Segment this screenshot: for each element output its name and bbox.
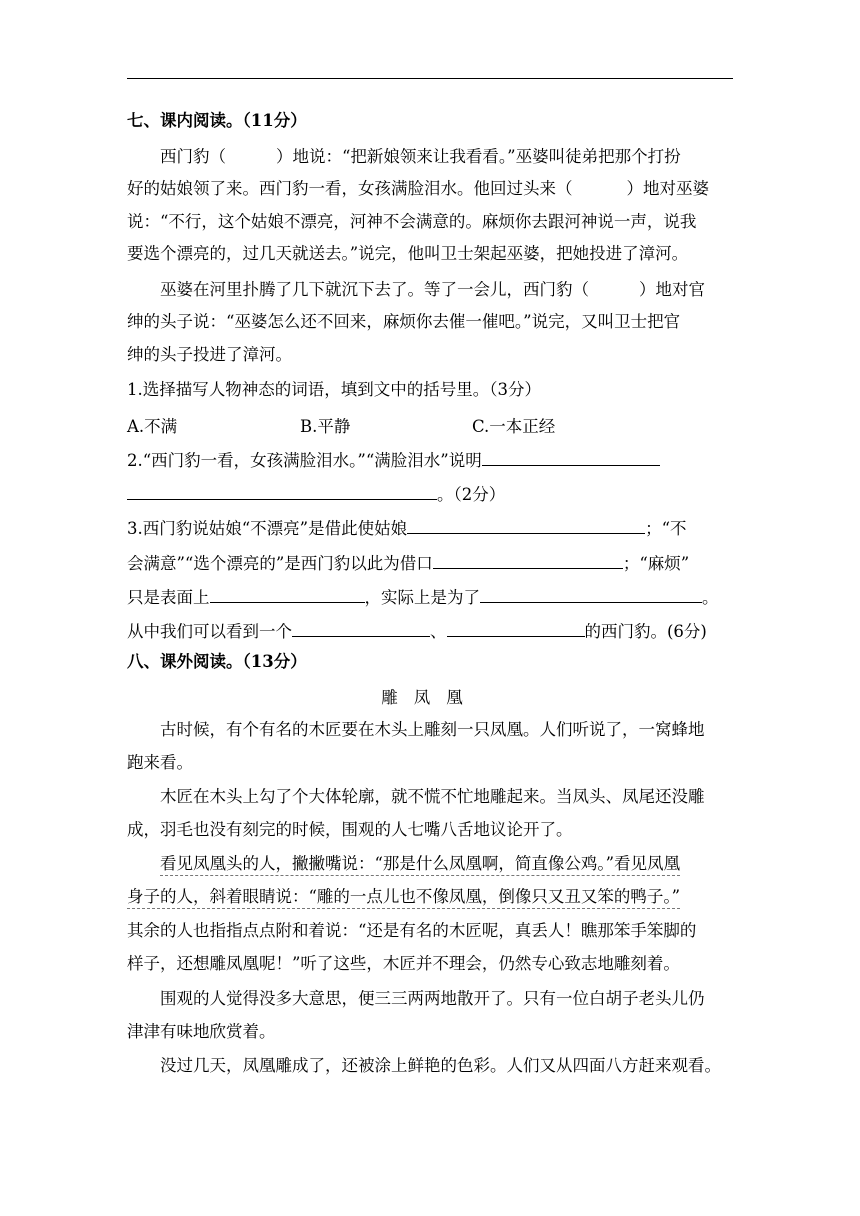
text-run: 好的姑娘领了来。西门豹一看，女孩满脸泪水。他回过头来（ — [127, 179, 573, 198]
passage-line: 绅的头子投进了漳河。 — [127, 345, 292, 364]
text-run: 只是表面上 — [127, 588, 210, 607]
story-line: 古时候，有个有名的木匠要在木头上雕刻一只凤凰。人们听说了，一窝蜂地 — [160, 720, 705, 739]
answer-blank[interactable] — [210, 585, 365, 603]
question-3 — [127, 516, 687, 538]
story-line: 看见凤凰头的人，撇撇嘴说：“那是什么凤凰啊，简直像公鸡。”看见凤凰 — [160, 853, 680, 876]
header-rule — [127, 78, 733, 79]
story-line: 跑来看。 — [127, 753, 193, 772]
option-c[interactable]: C.一本正经 — [472, 417, 556, 436]
story-line: 身子的人，斜着眼睛说：“雕的一点儿也不像凤凰，倒像只又丑又笨的鸭子。” — [127, 886, 680, 909]
answer-blank[interactable] — [482, 448, 660, 466]
passage-line — [160, 146, 681, 168]
section8-heading: 八、课外阅读。（13分） — [127, 652, 307, 671]
passage-line: 说：“不行，这个姑娘不漂亮，河神不会满意的。麻烦你去跟河神说一声，说我 — [127, 212, 697, 231]
question-3-cont — [127, 551, 689, 573]
story-line: 没过几天，凤凰雕成了，还被涂上鲜艳的色彩。人们又从四面八方赶来观看。 — [160, 1056, 721, 1075]
text-run: ；“不 — [645, 519, 687, 538]
story-line: 样子，还想雕凤凰呢！”听了这些，木匠并不理会，仍然专心致志地雕刻着。 — [127, 954, 680, 973]
text-run: ）地说：“把新娘领来让我看看。”巫婆叫徒弟把那个打扮 — [276, 147, 681, 166]
text-run: ）地对巫婆 — [626, 179, 709, 198]
text-run: 会满意”“选个漂亮的”是西门豹以此为借口 — [127, 554, 433, 573]
question-2-cont — [127, 482, 505, 504]
text-run: 从中我们可以看到一个 — [127, 622, 292, 641]
question-1: 1.选择描写人物神态的词语，填到文中的括号里。（3分） — [127, 380, 541, 399]
text-run: 的西门豹。(6分) — [584, 622, 707, 641]
story-line: 围观的人觉得没多大意思，便三三两两地散开了。只有一位白胡子老头儿仍 — [160, 989, 705, 1008]
question-3-cont — [127, 585, 719, 607]
answer-blank[interactable] — [407, 516, 645, 534]
question-2 — [127, 448, 660, 470]
passage-line: 要选个漂亮的，过几天就送去。”说完，他叫卫士架起巫婆，把她投进了漳河。 — [127, 244, 689, 263]
text-run: 2.“西门豹一看，女孩满脸泪水。”“满脸泪水”说明 — [127, 451, 482, 470]
story-line: 津津有味地欣赏着。 — [127, 1022, 276, 1041]
passage-line — [160, 279, 705, 301]
text-run: 。 — [702, 588, 719, 607]
text-run: ，实际上是为了 — [364, 588, 480, 607]
text-run: 。（2分） — [437, 485, 506, 504]
text-run: 西门豹（ — [160, 147, 226, 166]
passage-line: 绅的头子说：“巫婆怎么还不回来，麻烦你去催一催吧。”说完，又叫卫士把官 — [127, 312, 681, 331]
passage-line — [127, 178, 709, 200]
answer-blank[interactable] — [127, 482, 437, 500]
story-line: 其余的人也指指点点附和着说：“还是有名的木匠呢，真丢人！瞧那笨手笨脚的 — [127, 921, 697, 940]
option-a[interactable]: A.不满 — [127, 417, 178, 436]
text-run: 、 — [430, 622, 447, 641]
option-b[interactable]: B.平静 — [300, 417, 351, 436]
answer-blank[interactable] — [433, 551, 623, 569]
answer-blank[interactable] — [480, 585, 702, 603]
text-run: 巫婆在河里扑腾了几下就沉下去了。等了一会儿，西门豹（ — [160, 280, 589, 299]
story-line: 木匠在木头上勾了个大体轮廓，就不慌不忙地雕起来。当凤头、凤尾还没雕 — [160, 787, 705, 806]
story-title: 雕凤凰 — [381, 688, 479, 707]
section7-heading: 七、课内阅读。（11分） — [127, 111, 307, 130]
answer-blank[interactable] — [292, 619, 430, 637]
text-run: ；“麻烦” — [622, 554, 690, 573]
question-3-cont — [127, 619, 707, 641]
text-run: 3.西门豹说姑娘“不漂亮”是借此使姑娘 — [127, 519, 408, 538]
text-run: ）地对官 — [639, 280, 705, 299]
answer-blank[interactable] — [447, 619, 585, 637]
story-line: 成，羽毛也没有刻完的时候，围观的人七嘴八舌地议论开了。 — [127, 820, 573, 839]
